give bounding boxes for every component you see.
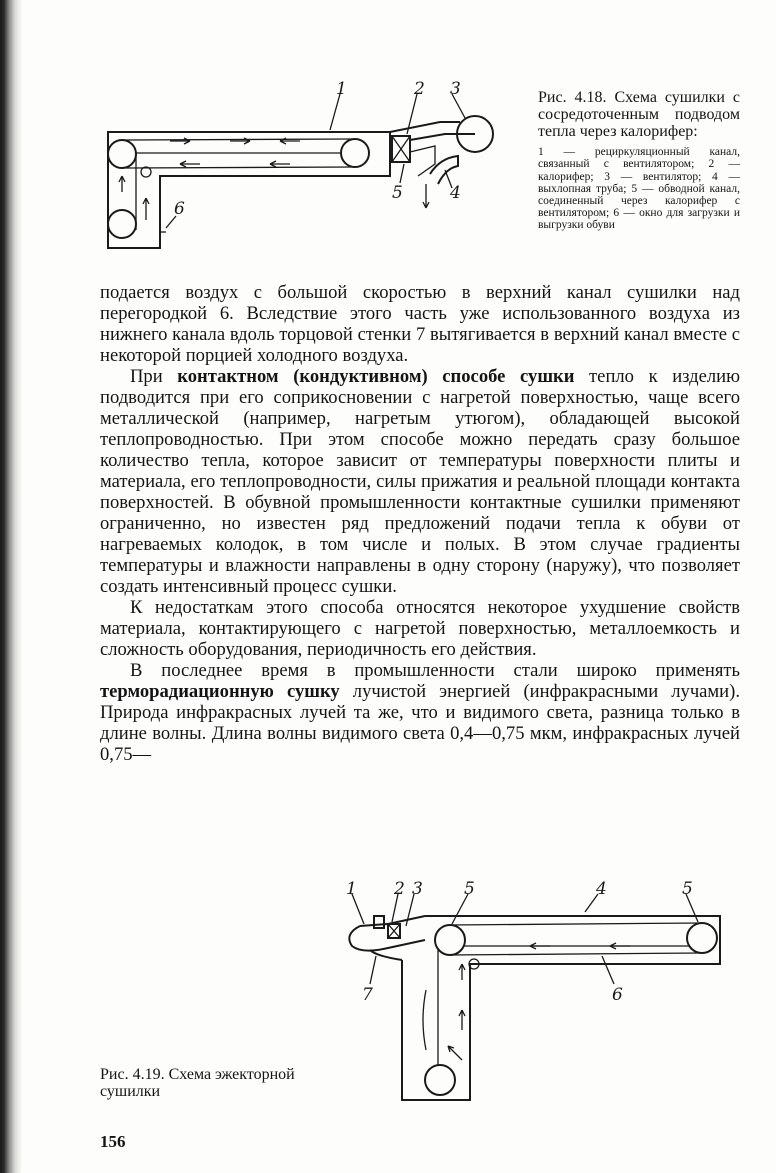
- figure-label-6: 6: [174, 199, 185, 219]
- figure-label-6: 6: [612, 985, 623, 1005]
- term-contact-drying: контактном (кондуктивном) способе сушки: [177, 366, 575, 387]
- figure-label-5: 5: [464, 880, 475, 899]
- figure-label-2: 2: [394, 880, 405, 899]
- figure-label-4: 4: [596, 880, 607, 899]
- ejector-dryer-diagram: [330, 880, 740, 1105]
- figure-label-5: 5: [682, 880, 693, 899]
- figure-label-2: 2: [414, 80, 425, 99]
- figure-label-7: 7: [362, 985, 373, 1005]
- figure-caption-title: Рис. 4.18. Схема сушилки с сосредоточенным подводом тепла через калорифер:: [538, 89, 740, 140]
- paragraph-text: тепло к изделию подводится при его соприкосновении с нагретой поверхностью, чаще всего металлической (например, нагретым утюгом), обладающей высокой теплопроводностью. При этом способе можно передать сразу большое количество тепла, которое зависит от температуры поверхности плиты и материала, его теплопроводности, силы прижатия и реальной площади контакта поверхностей. В обувной промышленности контактные сушилки применяют ограниченно, но известен ряд предложений подачи тепла к обуви от нагреваемых колодок, в том числе и полых. В этом случае градиенты температуры и влажности направлены в одну сторону (наружу), что позволяет создать интенсивный процесс сушки.: [100, 366, 741, 597]
- paragraph-text: лучистой энергией (инфракрасными лучами). Природа инфракрасных лучей та же, что и видимого света, разница только в длине волны. Длина волны видимого света 0,4—0,75 мкм, инфракрасных лучей 0,75—: [100, 681, 740, 765]
- figure-4-18-caption: [538, 90, 740, 231]
- page-number: 156: [100, 1132, 126, 1151]
- figure-4-19-caption: Рис. 4.19. Схема эжекторной сушилки: [100, 1066, 295, 1100]
- paragraph-thermoradiation: [100, 660, 740, 765]
- figure-caption-legend: 1 — рециркуляционный канал, связанный с вентилятором; 2 — калорифер; 3 — вентилятор; 4 — выхлопная труба; 5 — обводной канал, соединенный через калорифер с вентилятором; 6 — окно для загрузки и выгрузки обуви: [538, 146, 740, 231]
- dryer-schema-diagram: [100, 80, 530, 270]
- main-text: [100, 282, 740, 765]
- paragraph-drawbacks: К недостаткам этого способа относятся некоторое ухудшение свойств материала, контактирующего с нагретой поверхностью, металлоемкость и сложность оборудования, периодичность его действия.: [100, 597, 740, 660]
- figure-label-5: 5: [392, 183, 403, 203]
- figure-4-19: [330, 880, 740, 1105]
- figure-label-3: 3: [412, 880, 423, 899]
- paragraph-continued: подается воздух с большой скоростью в верхний канал сушилки над перегородкой 6. Вследствие этого часть уже использованного воздуха из нижнего канала вдоль торцовой стенки 7 вытягивается в верхний канал вместе с некоторой порцией холодного воздуха.: [100, 282, 740, 366]
- figure-label-3: 3: [450, 80, 461, 99]
- term-thermoradiation-drying: терморадиационную сушку: [100, 681, 340, 702]
- figure-label-1: 1: [346, 880, 357, 899]
- paragraph-text: При: [130, 366, 178, 387]
- paragraph-contact-drying: [100, 366, 740, 597]
- figure-label-1: 1: [336, 80, 347, 99]
- figure-4-18: [100, 80, 530, 270]
- figure-label-4: 4: [450, 183, 461, 203]
- paragraph-text: В последнее время в промышленности стали широко применять: [130, 660, 740, 681]
